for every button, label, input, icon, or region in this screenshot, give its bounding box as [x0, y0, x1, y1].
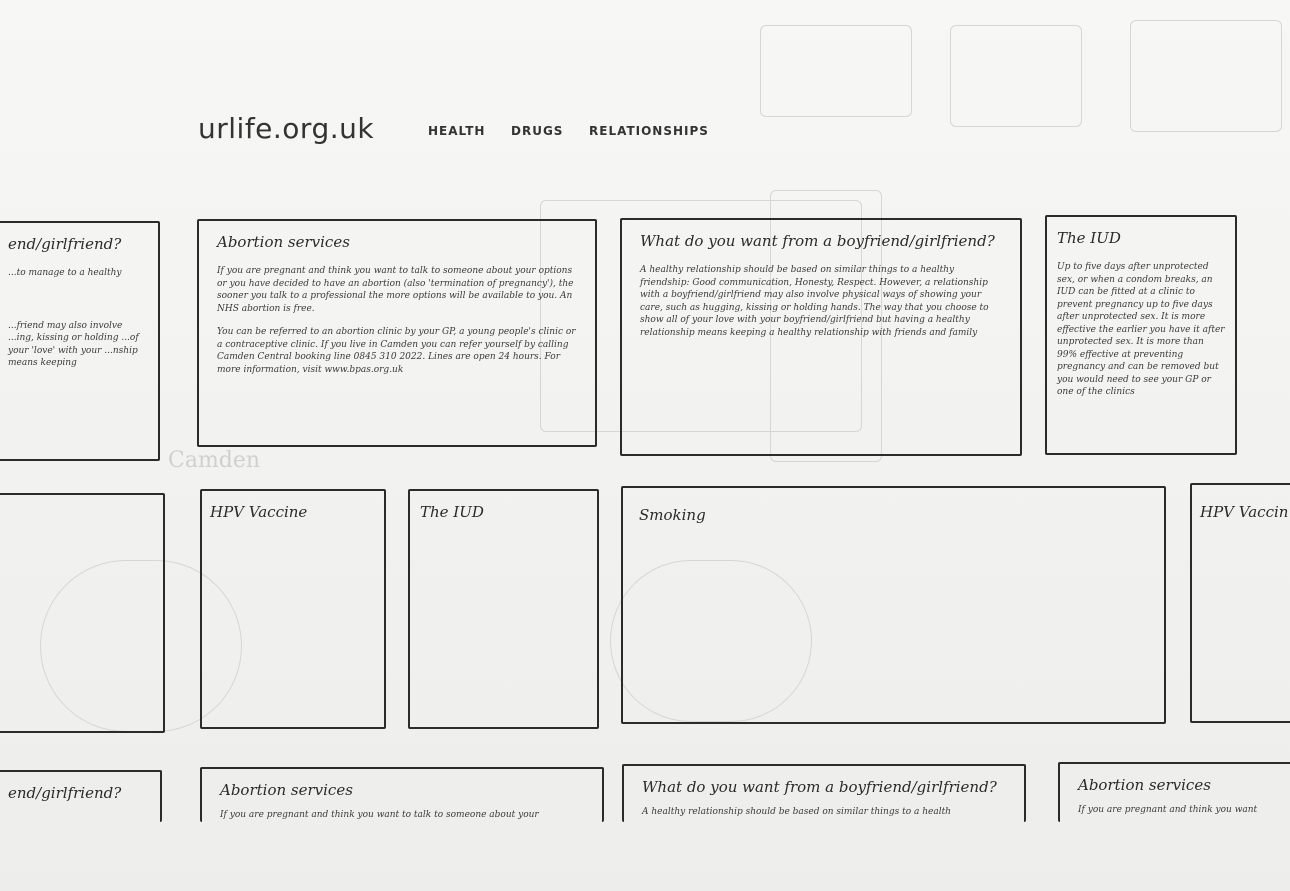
- nav-drugs[interactable]: DRUGS: [511, 124, 564, 138]
- card-body: A healthy relationship should be based on similar things to a health: [642, 807, 951, 817]
- card-body: If you are pregnant and think you want to talk to someone about your options or you have decided to have an abortion (also 'termination of pregnancy'), the sooner you talk to a professional the more options will be available to you. An NHS abortion is free. You can be referred to an abortion clinic by your GP, a young people's clinic or a contraceptive clinic. If you live in Camden you can refer yourself by calling Camden Central booking line 0845 310 2022. Lines are open 24 hours. For more information, visit www.bpas.org.uk: [217, 266, 576, 375]
- card-title: Abortion services: [220, 781, 353, 799]
- card-abortion-services[interactable]: [197, 219, 597, 447]
- card-hpv-vaccine[interactable]: [200, 489, 386, 729]
- ghost-sketch: [760, 25, 912, 117]
- card-title: end/girlfriend?: [8, 235, 122, 253]
- card-title: end/girlfriend?: [8, 784, 122, 802]
- card-body: If you are pregnant and think you want to talk to someone about your: [220, 810, 539, 820]
- card-title: The IUD: [420, 503, 484, 521]
- card-title: What do you want from a boyfriend/girlfriend?: [640, 232, 995, 250]
- nav-health[interactable]: HEALTH: [428, 124, 486, 138]
- site-logo[interactable]: urlife.org.uk: [198, 112, 375, 145]
- card-title: Abortion services: [1078, 776, 1211, 794]
- card-title: HPV Vaccine: [210, 503, 308, 521]
- card-title: What do you want from a boyfriend/girlfriend?: [642, 778, 997, 796]
- card-hpv-vaccine-partial[interactable]: [1190, 483, 1290, 723]
- card-abortion-services-3[interactable]: [1058, 762, 1290, 822]
- card-body: A healthy relationship should be based on similar things to a healthy friendship: Good communication, Honesty, Respect. However, a relationship with a boyfriend/girlfriend may also involve physical ways of showing your care, such as hugging, kissing or holding hands. The way that you choose to show all of your love with your boyfriend/girlfriend but having a healthy relationship means keeping a healthy relationship with friends and family: [640, 265, 989, 338]
- card-the-iud-2[interactable]: [408, 489, 599, 729]
- card-title: Abortion services: [217, 233, 350, 251]
- card-abortion-services-2[interactable]: [200, 767, 604, 822]
- ghost-sketch: [1130, 20, 1282, 132]
- card-the-iud[interactable]: [1045, 215, 1237, 455]
- card-smoking[interactable]: [621, 486, 1166, 724]
- card-body: Up to five days after unprotected sex, or when a condom breaks, an IUD can be fitted at a clinic to prevent pregnancy up to five days after unprotected sex. It is more effective the earlier you have it after unprotected sex. It is more than 99% effective at preventing pregnancy and can be removed but you would need to see your GP or one of the clinics: [1057, 262, 1225, 397]
- card-relationship-partial-2[interactable]: [0, 770, 162, 822]
- card-body: ...to manage to a healthy ...friend may also involve ...ing, kissing or holding ...of your 'love' with your ...nship means keeping: [8, 268, 139, 368]
- nav-relationships[interactable]: RELATIONSHIPS: [589, 124, 709, 138]
- card-boyfriend-girlfriend[interactable]: [620, 218, 1022, 456]
- ghost-sketch: [950, 25, 1082, 127]
- card-title: HPV Vaccin: [1200, 503, 1289, 521]
- card-title: The IUD: [1057, 229, 1121, 247]
- camden-watermark: Camden: [168, 448, 261, 473]
- card-relationship-partial[interactable]: [0, 221, 160, 461]
- card-blank-partial[interactable]: [0, 493, 165, 733]
- card-title: Smoking: [639, 506, 706, 524]
- card-boyfriend-girlfriend-2[interactable]: [622, 764, 1026, 822]
- card-body: If you are pregnant and think you want: [1078, 805, 1258, 815]
